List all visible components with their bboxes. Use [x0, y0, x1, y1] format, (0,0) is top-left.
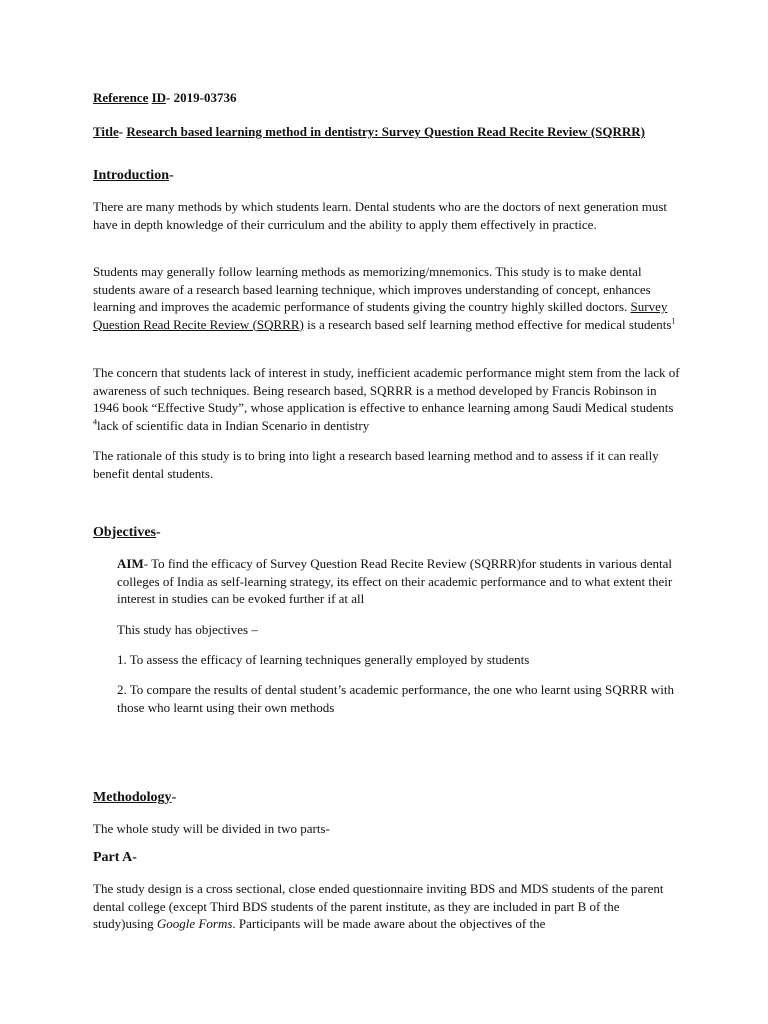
objective-item-1: 1. To assess the efficacy of learning techniques generally employed by students: [117, 652, 530, 667]
aim-paragraph: [117, 555, 677, 608]
intro-p3-text-end: lack of scientific data in Indian Scenario in dentistry: [97, 417, 370, 433]
methodology-heading-suffix: -: [171, 790, 177, 805]
intro-p2-text-end: is a research based self learning method effective for medical students: [303, 316, 672, 332]
objective-item-2: 2. To compare the results of dental student’s academic performance, the one who learnt using SQRRR with those who learnt using their own methods: [117, 682, 674, 715]
intro-paragraph-3: [93, 364, 683, 434]
methodology-paragraph-2: [93, 880, 683, 933]
title-text: Research based learning method in dentistry: Survey Question Read Recite Review (SQRRR): [126, 124, 645, 139]
intro-paragraph-1: There are many methods by which students learn. Dental students who are the doctors of next generation must have in depth knowledge of their curriculum and the ability to apply them effectively in practice.: [93, 199, 668, 232]
reference-line: [93, 89, 683, 107]
title-line: [93, 123, 683, 141]
introduction-heading: [93, 167, 683, 185]
intro-p3-text: The concern that students lack of interest in study, inefficient academic performance might stem from the lack of awareness of such techniques. Being research based, SQRRR is a method developed by Francis Robinson in 1946 book “Effective Study”, whose application is effective to enhance learning among Saudi Medical students: [93, 365, 680, 415]
objectives-heading-suffix: -: [155, 525, 161, 540]
method-p2-text: The study design is a cross sectional, close ended questionnaire inviting BDS and MDS students of the parent dental college (except Third BDS students of the parent institute, as they are included in part B of the study)using: [93, 881, 664, 931]
method-p2-text-end: . Participants will be made aware about the objectives of the: [232, 916, 546, 931]
introduction-heading-suffix: -: [168, 168, 174, 183]
reference-sep: -: [166, 90, 174, 105]
methodology-heading-text: Methodology: [93, 790, 172, 805]
reference-label: Reference: [93, 90, 149, 105]
intro-p2-text: Students may generally follow learning methods as memorizing/mnemonics. This study is to make dental students aware of a research based learning technique, which improves understanding of concept, enhances learning and improves the academic performance of students giving the country highly skilled doctors.: [93, 264, 651, 314]
title-sep: -: [118, 124, 127, 139]
methodology-heading: [93, 789, 683, 807]
part-a-heading: Part A-: [93, 850, 137, 865]
google-forms-text: Google Forms: [156, 916, 233, 931]
reference-id-label: ID: [151, 90, 167, 105]
introduction-heading-text: Introduction: [93, 168, 169, 183]
objectives-heading-text: Objectives: [93, 525, 156, 540]
aim-label: AIM: [117, 556, 144, 571]
title-label: Title: [93, 124, 119, 139]
objectives-heading: [93, 524, 683, 542]
reference-value: 2019-03736: [173, 90, 237, 105]
citation-1: 1: [671, 316, 676, 326]
intro-paragraph-2: [93, 263, 683, 333]
citation-4: 4: [93, 417, 97, 427]
sqrrr-link[interactable]: Survey Question Read Recite Review (SQRRR): [93, 299, 668, 332]
intro-paragraph-4: The rationale of this study is to bring into light a research based learning method and to assess if it can really benefit dental students.: [93, 448, 659, 481]
aim-text: - To find the efficacy of Survey Question Read Recite Review (SQRRR)for students in various dental colleges of India as self-learning strategy, its effect on their academic performance and to what extent their interest in studies can be evoked further if at all: [117, 556, 673, 606]
methodology-paragraph-1: The whole study will be divided in two parts-: [93, 821, 330, 836]
objectives-intro: This study has objectives –: [117, 622, 258, 637]
